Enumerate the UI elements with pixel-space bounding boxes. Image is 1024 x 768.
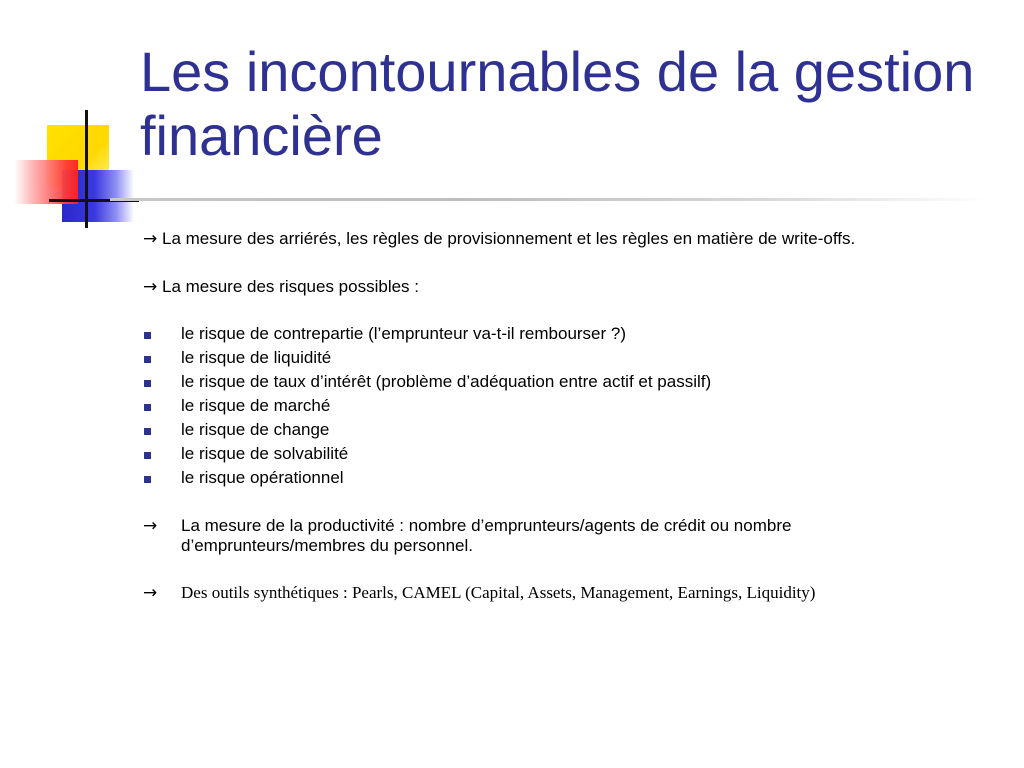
list-item-text: le risque de change xyxy=(181,420,330,439)
arrears-measure-text: La mesure des arriérés, les règles de provisionnement et les règles en matière de write-offs. xyxy=(161,229,856,248)
productivity-measure-line xyxy=(143,516,943,556)
list-item xyxy=(143,371,711,395)
square-bullet-icon xyxy=(144,356,151,363)
square-bullet-icon xyxy=(144,476,151,483)
list-item xyxy=(143,395,711,419)
risk-measure-line xyxy=(143,277,419,297)
arrow-right-icon: → xyxy=(143,516,158,536)
square-bullet-icon xyxy=(144,332,151,339)
synthetic-tools-line xyxy=(143,583,943,603)
list-item-text: le risque de liquidité xyxy=(181,348,332,367)
list-item xyxy=(143,443,711,467)
square-bullet-icon xyxy=(144,380,151,387)
list-item-text: le risque de taux d’intérêt (problème d’adéquation entre actif et passilf) xyxy=(181,372,712,391)
risk-measure-text: La mesure des risques possibles : xyxy=(161,277,420,296)
synthetic-tools-text: Des outils synthétiques : Pearls, CAMEL (Capital, Assets, Management, Earnings, Liquidity) xyxy=(181,583,816,602)
title-underline-rule xyxy=(110,198,990,201)
square-bullet-icon xyxy=(144,452,151,459)
list-item-text: le risque de solvabilité xyxy=(181,444,349,463)
square-bullet-icon xyxy=(144,428,151,435)
arrow-right-icon: → xyxy=(143,229,158,249)
list-item xyxy=(143,467,711,491)
slide-title: Les incontournables de la gestion financière xyxy=(140,40,975,167)
list-item xyxy=(143,323,711,347)
list-item-text: le risque opérationnel xyxy=(181,468,344,487)
arrow-right-icon: → xyxy=(143,277,158,297)
arrears-measure-line xyxy=(143,229,855,249)
square-bullet-icon xyxy=(144,404,151,411)
productivity-measure-text: La mesure de la productivité : nombre d’emprunteurs/agents de crédit ou nombre d’emprunteurs/membres du personnel. xyxy=(181,516,792,555)
risk-list xyxy=(143,323,711,491)
decorative-red-square xyxy=(14,160,78,204)
list-item-text: le risque de contrepartie (l’emprunteur va-t-il rembourser ?) xyxy=(181,324,627,343)
decorative-vertical-line xyxy=(85,110,88,228)
arrow-right-icon: → xyxy=(143,583,158,603)
list-item xyxy=(143,419,711,443)
list-item-text: le risque de marché xyxy=(181,396,331,415)
list-item xyxy=(143,347,711,371)
